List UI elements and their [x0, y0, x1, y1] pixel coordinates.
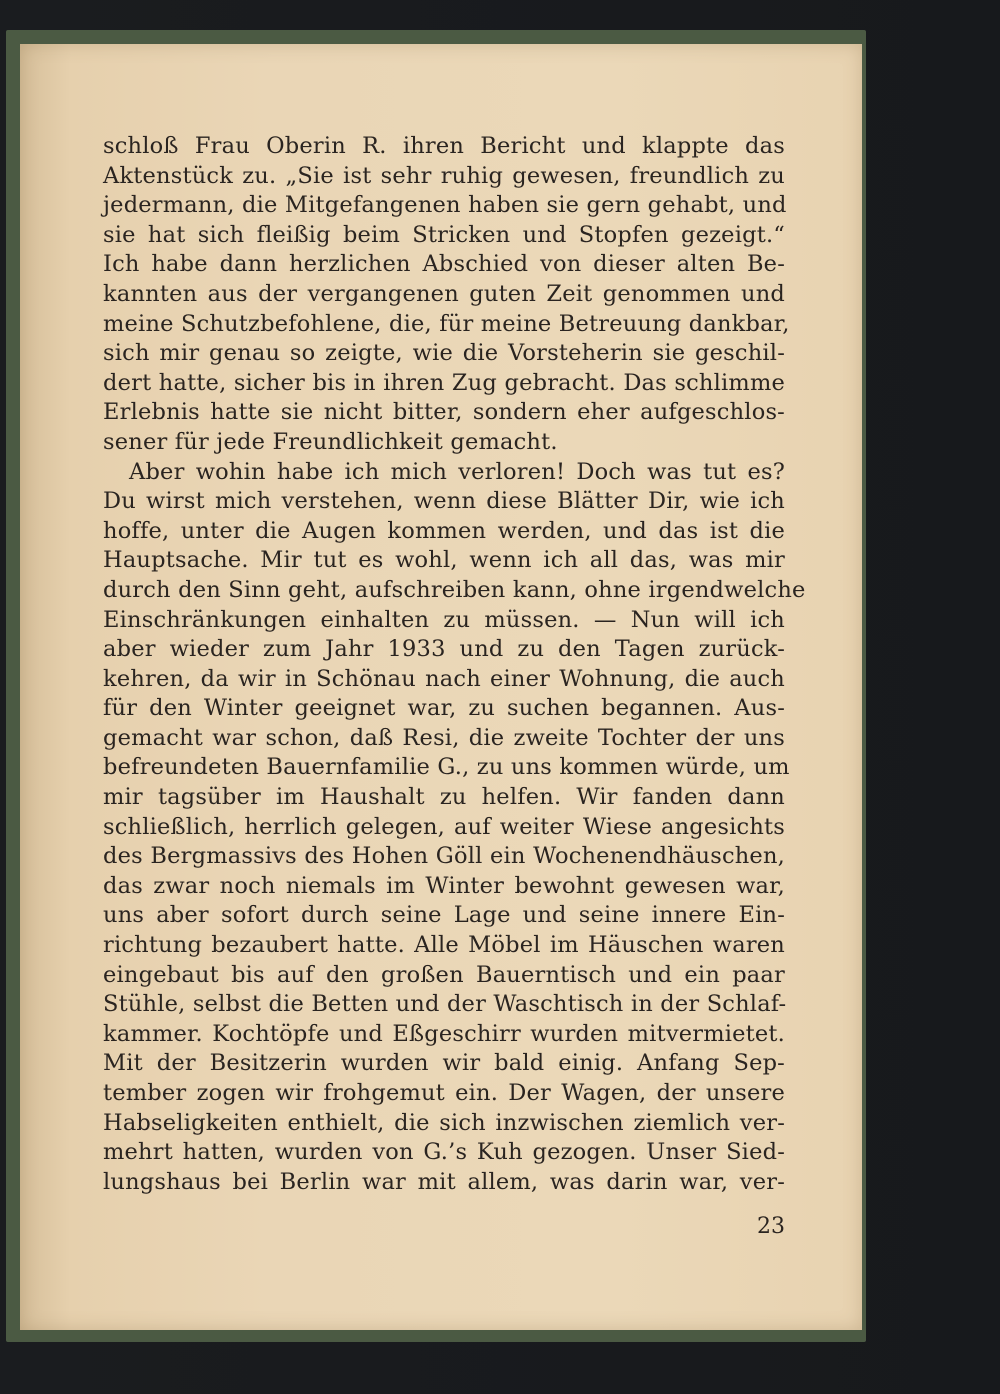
text-line: schließlich, herrlich gelegen, auf weiter Wiese angesichts [103, 813, 785, 840]
text-line: uns aber sofort durch seine Lage und seine innere Ein- [103, 902, 785, 929]
body-text [103, 132, 806, 1197]
text-line: befreundeten Bauernfamilie G., zu uns kommen würde, um [103, 754, 790, 781]
book-page [20, 44, 862, 1330]
text-line: richtung bezaubert hatte. Alle Möbel im Häuschen waren [103, 932, 785, 959]
text-line: sener für jede Freundlichkeit gemacht. [103, 428, 558, 455]
text-line: gemacht war schon, daß Resi, die zweite Tochter der uns [103, 724, 785, 751]
text-line: lungshaus bei Berlin war mit allem, was darin war, ver- [103, 1168, 785, 1195]
text-line: kehren, da wir in Schönau nach einer Wohnung, die auch [103, 665, 785, 692]
text-line: hoffe, unter die Augen kommen werden, und das ist die [103, 517, 785, 544]
text-line: das zwar noch niemals im Winter bewohnt gewesen war, [103, 872, 785, 899]
text-line: aber wieder zum Jahr 1933 und zu den Tagen zurück- [103, 636, 785, 663]
text-line: dert hatte, sicher bis in ihren Zug gebracht. Das schlimme [103, 369, 785, 396]
text-line: für den Winter geeignet war, zu suchen begannen. Aus- [103, 695, 785, 722]
text-line: kammer. Kochtöpfe und Eßgeschirr wurden mitvermietet. [103, 1020, 785, 1047]
text-line: sich mir genau so zeigte, wie die Vorsteherin sie geschil- [103, 340, 785, 367]
text-line: Erlebnis hatte sie nicht bitter, sondern eher aufgeschlos- [103, 399, 785, 426]
text-line: Ich habe dann herzlichen Abschied von dieser alten Be- [103, 251, 785, 278]
text-line: Aktenstück zu. „Sie ist sehr ruhig gewesen, freundlich zu [103, 162, 785, 189]
text-line: des Bergmassivs des Hohen Göll ein Wochenendhäuschen, [103, 843, 785, 870]
page-number: 23 [757, 1214, 785, 1239]
text-line: kannten aus der vergangenen guten Zeit genommen und [103, 280, 785, 307]
text-line: mir tagsüber im Haushalt zu helfen. Wir fanden dann [103, 784, 785, 811]
text-line: Hauptsache. Mir tut es wohl, wenn ich all das, was mir [103, 547, 785, 574]
text-line: meine Schutzbefohlene, die, für meine Betreuung dankbar, [103, 310, 790, 337]
text-line: schloß Frau Oberin R. ihren Bericht und klappte das [103, 133, 785, 159]
text-line: mehrt hatten, wurden von G.’s Kuh gezogen. Unser Sied- [103, 1139, 785, 1166]
text-line: tember zogen wir frohgemut ein. Der Wagen, der unsere [103, 1080, 785, 1106]
text-line: Einschränkungen einhalten zu müssen. — Nun will ich [103, 606, 785, 633]
text-line: Stühle, selbst die Betten und der Waschtisch in der Schlaf- [103, 991, 787, 1018]
text-line: sie hat sich fleißig beim Stricken und Stopfen gezeigt.“ [103, 221, 785, 248]
text-line: Du wirst mich verstehen, wenn diese Blätter Dir, wie ich [103, 488, 785, 515]
text-line: eingebaut bis auf den großen Bauerntisch und ein paar [103, 961, 785, 988]
text-line: Mit der Besitzerin wurden wir bald einig. Anfang Sep- [103, 1050, 785, 1077]
text-line: Habseligkeiten enthielt, die sich inzwischen ziemlich ver- [103, 1109, 785, 1136]
text-line: durch den Sinn geht, aufschreiben kann, ohne irgendwelche [103, 576, 806, 603]
text-line: Aber wohin habe ich mich verloren! Doch was tut es? [129, 458, 785, 485]
text-line: jedermann, die Mitgefangenen haben sie gern gehabt, und [103, 192, 787, 219]
